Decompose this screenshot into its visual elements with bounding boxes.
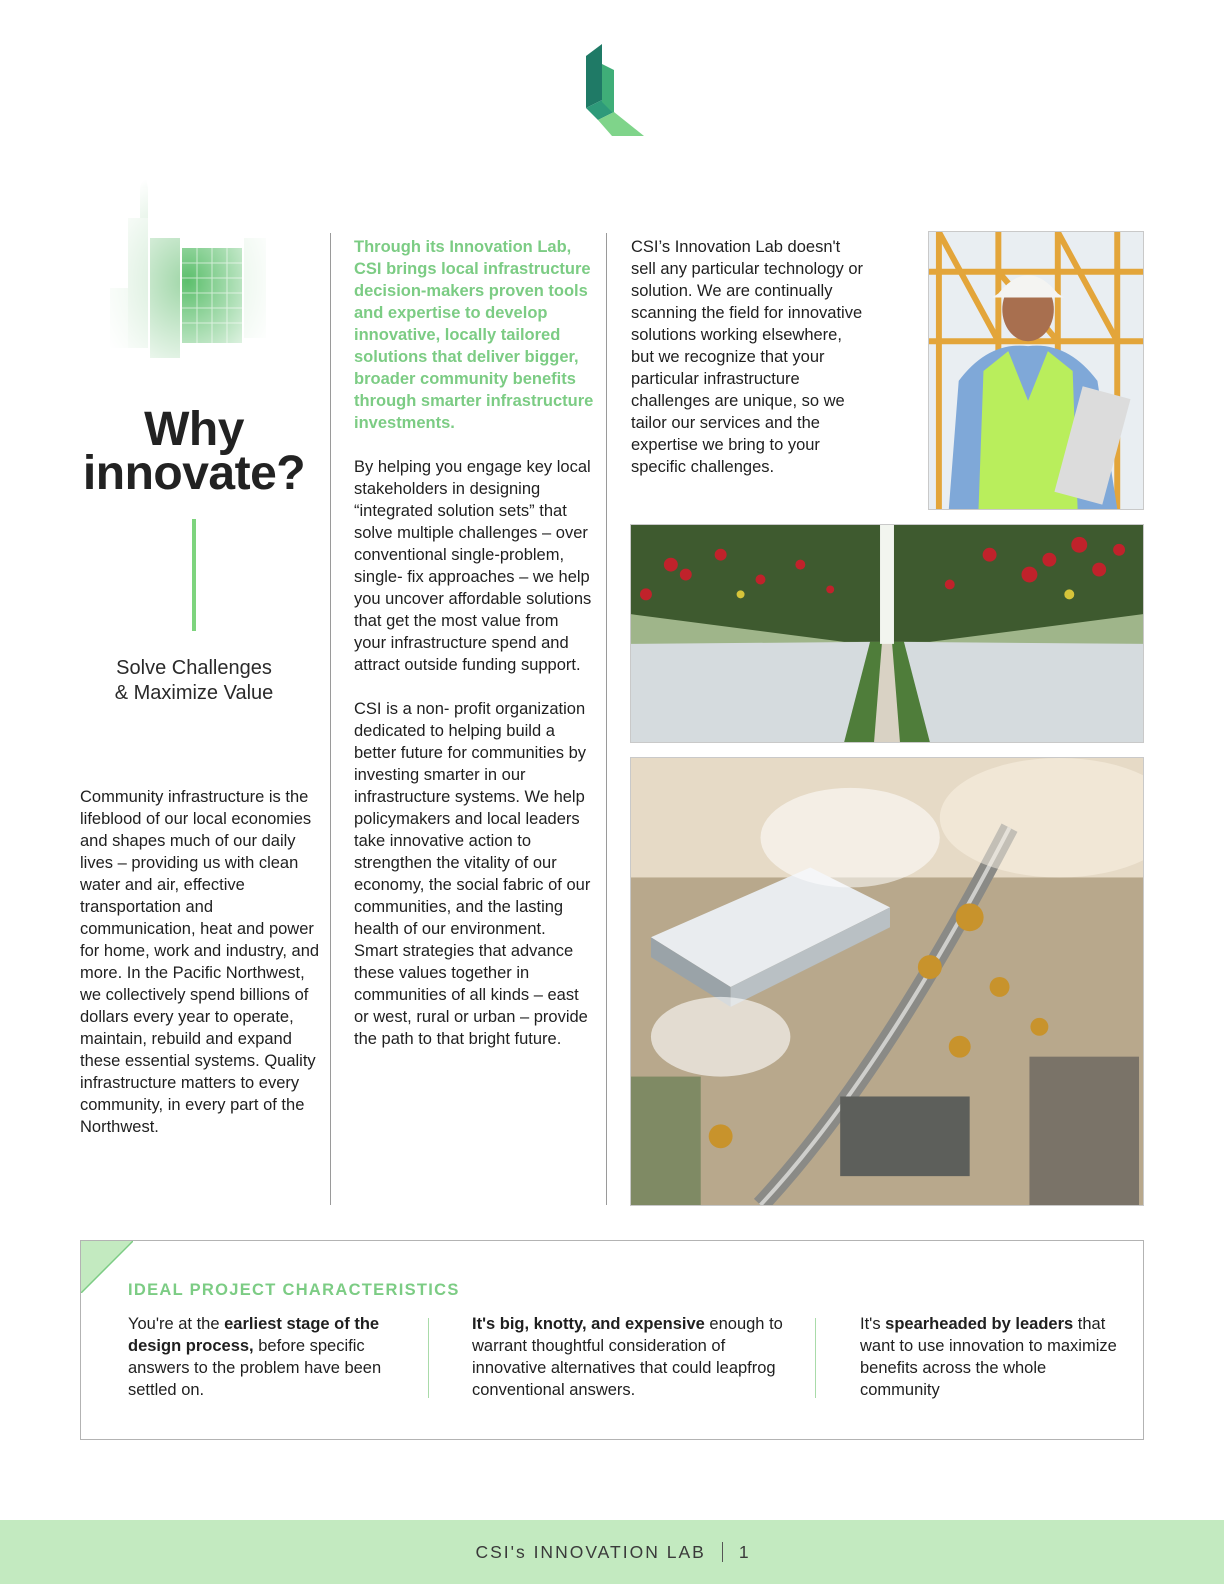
footer-divider: [722, 1542, 723, 1562]
worker-photo: [928, 231, 1144, 510]
ideal-characteristics-box: [80, 1240, 1144, 1440]
title-divider: [192, 519, 196, 631]
page-title: [78, 403, 310, 500]
column-divider: [606, 233, 607, 1205]
innovation-lab-paragraph: CSI’s Innovation Lab doesn't sell any particular technology or solution. We are continually scanning the field for innovative solutions working elsewhere, but we recognize that your particular infrastructure challenges are unique, so we tailor our services and the expertise we bring to your specific challenges.: [631, 238, 864, 476]
characteristic-item: It's spearheaded by leaders that want to use innovation to maximize benefits across the whole community: [860, 1315, 1117, 1399]
title-line-2: innovate?: [82, 447, 306, 500]
lead-paragraph: Through its Innovation Lab, CSI brings local infrastructure decision-makers proven tools and expertise to develop innovative, locally tailored solutions that deliver bigger, broader community benefits through smarter infrastructure investments.: [354, 238, 594, 432]
page-footer: [0, 1520, 1224, 1584]
aerial-industrial-photo: [630, 757, 1144, 1206]
subtitle-line-2: & Maximize Value: [114, 682, 274, 704]
column-2: [354, 236, 594, 1072]
ideal-heading: IDEAL PROJECT CHARACTERISTICS: [128, 1281, 460, 1299]
csi-l-logo-icon: [572, 42, 652, 138]
stakeholders-paragraph: By helping you engage key local stakeholders in designing “integrated solution sets” that solve multiple challenges – over conventional single-problem, single- fix approaches – we help you uncover affordable solutions that get the most value from your infrastructure spend and attract outside funding support.: [354, 458, 592, 674]
csi-logo: [572, 42, 652, 138]
characteristic-divider: [815, 1318, 816, 1398]
community-paragraph: Community infrastructure is the lifeblood of our local economies and shapes much of our daily lives – providing us with clean water and air, effective transportation and communication, heat and power for home, work and industry, and more. In the Pacific Northwest, we collectively spend billions of dollars every year to operate, maintain, rebuild and expand these essential systems. Quality infrastructure matters to every community, in every part of the Northwest.: [80, 788, 320, 1136]
nonprofit-paragraph: CSI is a non- profit organization dedicated to helping build a better future for communities by investing smarter in our infrastructure systems. We help policymakers and local leaders take innovative action to strengthen the vitality of our economy, the social fabric of our communities, and the lasting health of our environment. Smart strategies that advance these values together in communities of all kinds – east or west, rural or urban – provide the path to that bright future.: [354, 700, 591, 1048]
corner-accent: [81, 1241, 133, 1293]
greenhouse-photo: [630, 524, 1144, 743]
characteristic-item: You're at the earliest stage of the design process, before specific answers to the problem have been settled on.: [128, 1315, 382, 1399]
column-divider: [330, 233, 331, 1205]
characteristic-divider: [428, 1318, 429, 1398]
subtitle-line-1: Solve Challenges: [116, 657, 272, 679]
characteristic-item: It's big, knotty, and expensive enough to warrant thoughtful consideration of innovative alternatives that could leapfrog conventional answers.: [472, 1315, 783, 1399]
page-number: 1: [738, 1541, 749, 1562]
footer-label: CSI's INNOVATION LAB: [475, 1541, 706, 1562]
subtitle: [78, 656, 310, 706]
city-illustration: [100, 168, 275, 373]
title-line-1: Why: [144, 403, 244, 456]
